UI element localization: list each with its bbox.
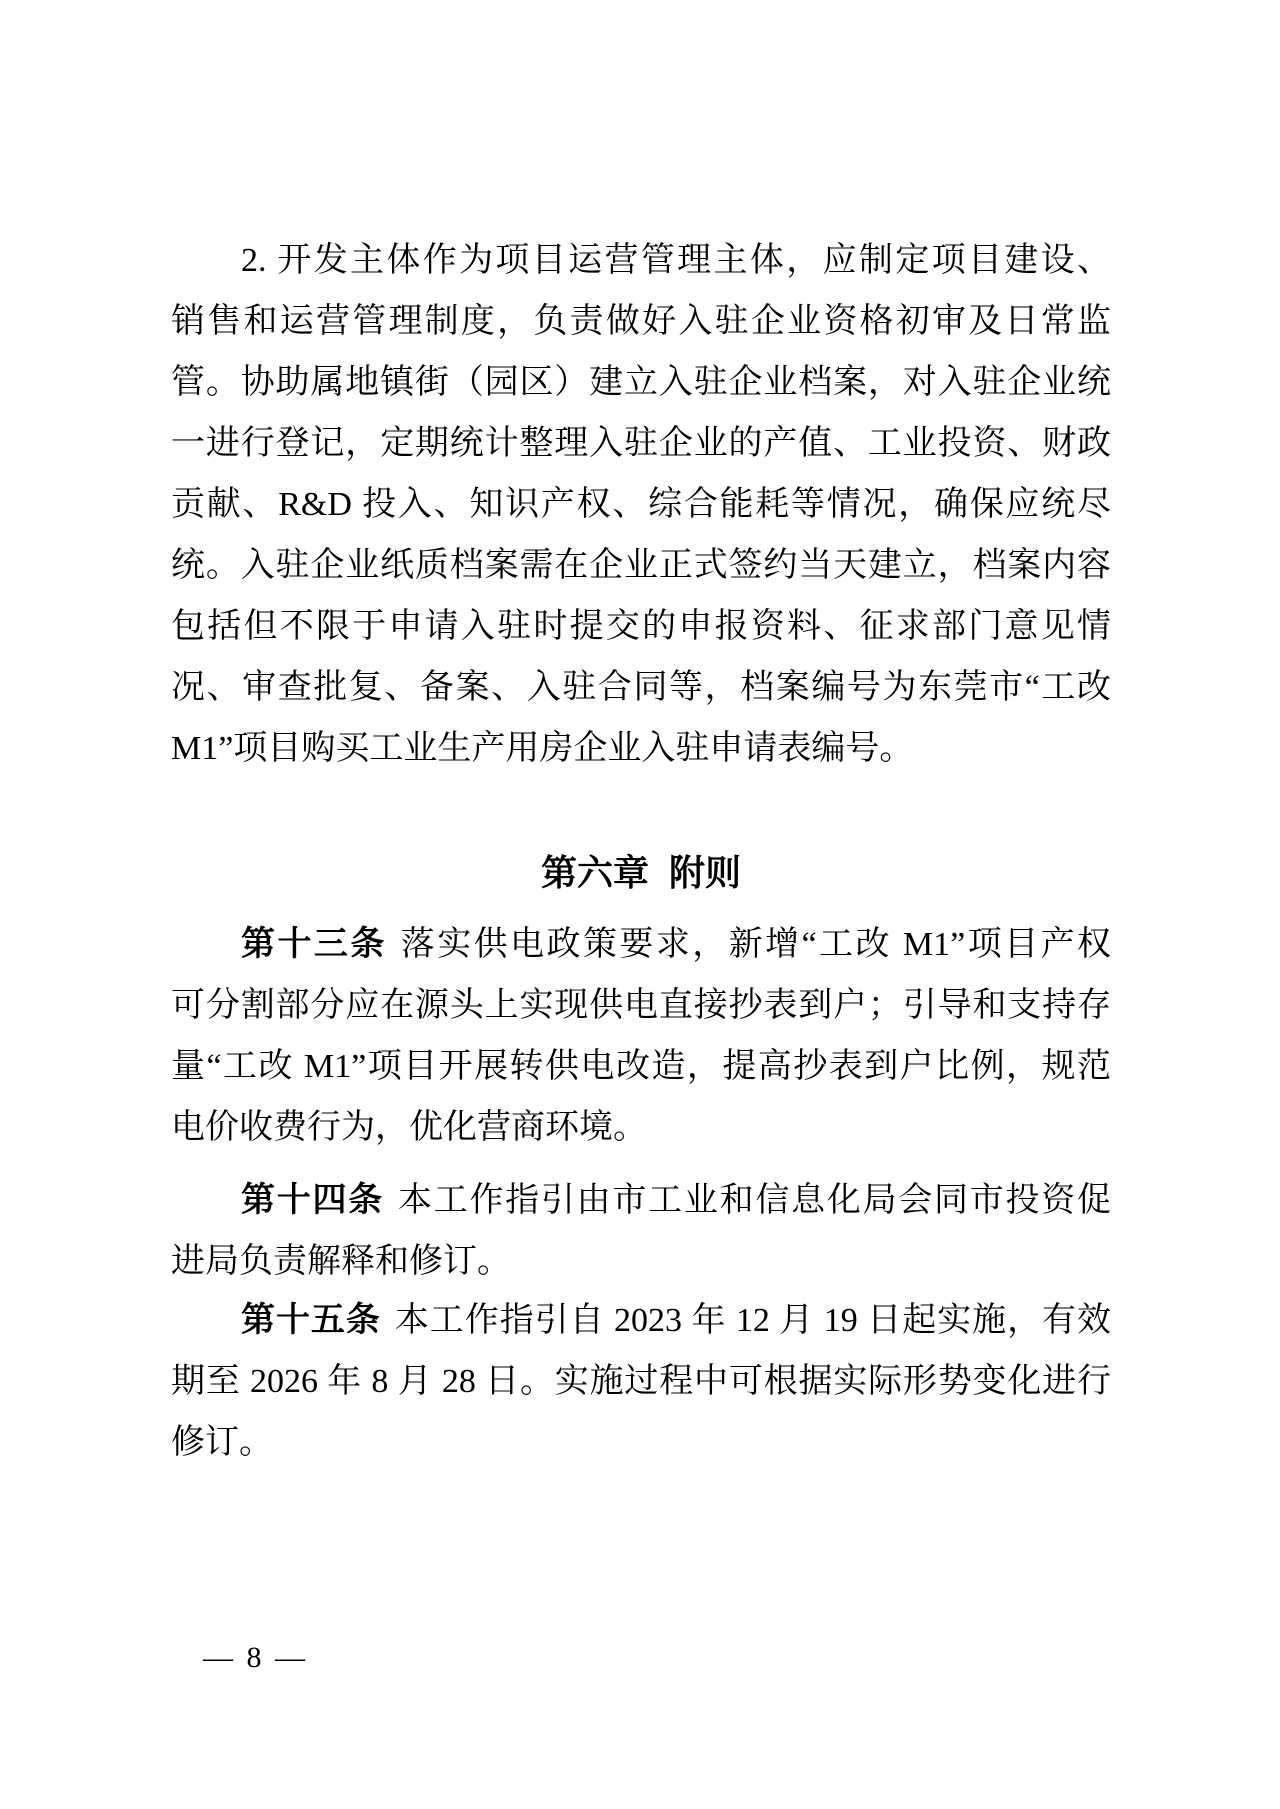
paragraph-article-14 (171, 1170, 1111, 1292)
paragraph-article-13 (171, 914, 1111, 1158)
text-line: 量“工改 M1”项目开展转供电改造，提高抄表到户比例，规范 (171, 1048, 1111, 1085)
text-line: 销售和运营管理制度，负责做好入驻企业资格初审及日常监 (171, 303, 1111, 340)
text-line: 2. 开发主体作为项目运营管理主体，应制定项目建设、 (241, 242, 1111, 279)
text-line: 一进行登记，定期统计整理入驻企业的产值、工业投资、财政 (171, 425, 1111, 462)
text-line: 期至 2026 年 8 月 28 日。实施过程中可根据实际形势变化进行 (171, 1363, 1111, 1400)
paragraph-article-15 (171, 1290, 1111, 1473)
article-13-label: 第十三条 (241, 925, 387, 963)
text-line: 管。协助属地镇街（园区）建立入驻企业档案，对入驻企业统 (171, 364, 1111, 401)
chapter-heading: 第六章 附则 (540, 852, 741, 893)
text-line (171, 1290, 1111, 1351)
text-line: 统。入驻企业纸质档案需在企业正式签约当天建立，档案内容 (171, 547, 1111, 584)
article-13-first-text: 落实供电政策要求，新增“工改 M1”项目产权 (400, 926, 1112, 963)
text-line: M1”项目购买工业生产用房企业入驻申请表编号。 (171, 730, 914, 767)
article-14-first-text: 本工作指引由市工业和信息化局会同市投资促 (397, 1182, 1112, 1219)
text-line: 电价收费行为，优化营商环境。 (171, 1109, 647, 1146)
text-line: 进局负责解释和修订。 (171, 1243, 511, 1280)
text-line (171, 914, 1111, 975)
text-line: 况、审查批复、备案、入驻合同等，档案编号为东莞市“工改 (171, 669, 1111, 706)
article-15-first-text: 本工作指引自 2023 年 12 月 19 日起实施，有效 (394, 1302, 1112, 1339)
text-line: 贡献、R&D 投入、知识产权、综合能耗等情况，确保应统尽 (171, 486, 1111, 523)
text-line: 修订。 (171, 1424, 273, 1461)
text-line: 包括但不限于申请入驻时提交的申报资料、征求部门意见情 (171, 608, 1111, 645)
article-14-label: 第十四条 (241, 1181, 384, 1219)
article-15-label: 第十五条 (241, 1301, 381, 1339)
text-line (171, 1170, 1111, 1231)
page-number: — 8 — (203, 1641, 305, 1674)
paragraph-item-2 (171, 230, 1111, 779)
text-line: 可分割部分应在源头上实现供电直接抄表到户；引导和支持存 (171, 987, 1111, 1024)
